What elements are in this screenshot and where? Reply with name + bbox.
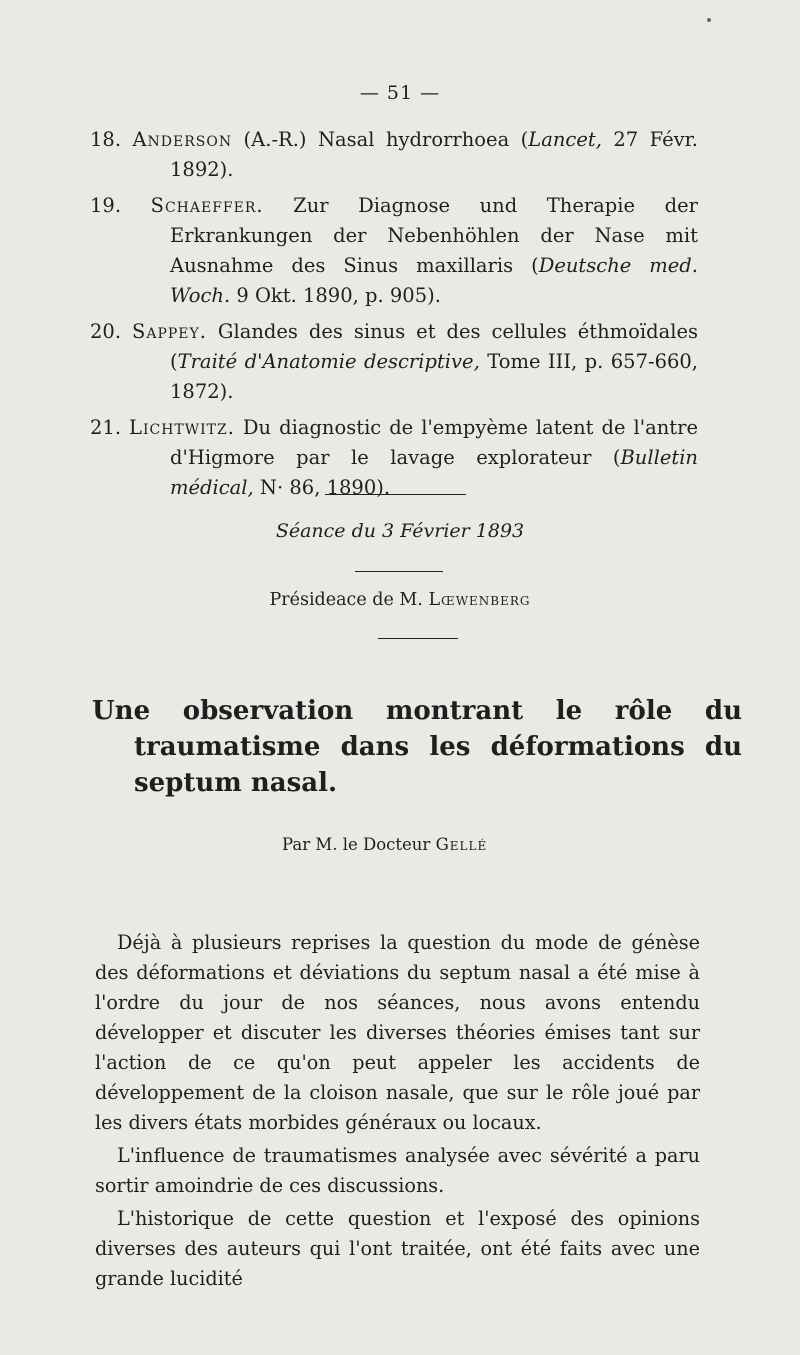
reference-author: Schaeffer. <box>150 194 264 217</box>
reference-author: Sappey. <box>131 320 207 343</box>
reference-number: 18. <box>90 128 122 151</box>
seance-title: Séance du 3 Février 1893 <box>275 520 525 542</box>
paragraph: L'influence de traumatismes analysée avec sévérité a paru sortir amoindrie de ces discussions. <box>95 1144 700 1197</box>
presidence-line <box>0 590 800 610</box>
reference-tail: Tome III, p. 657-660, 1872). <box>170 350 698 403</box>
reference-item <box>90 413 698 503</box>
reference-number: 19. <box>90 194 122 217</box>
reference-text: Glandes des sinus et des cellules éthmoïdales ( <box>170 320 698 373</box>
reference-number: 21. <box>90 416 122 439</box>
reference-source: Bulletin médical, <box>170 446 698 499</box>
reference-source: Lancet, <box>528 128 602 151</box>
paragraph: Déjà à plusieurs reprises la question du mode de génèse des déformations et déviations du septum nasal a été mise à l'ordre du jour de nos séances, nous avons entendu développer et discuter les diverses théories émises tant sur l'action de ce qu'on peut appeler les accidents de développement de la cloison nasale, que sur le rôle joué par les divers états morbides généraux ou locaux. <box>95 931 700 1134</box>
reference-list <box>90 125 698 509</box>
section-divider <box>355 571 443 572</box>
reference-tail: 27 Févr. 1892). <box>170 128 699 181</box>
section-divider <box>325 494 466 495</box>
reference-item <box>90 191 698 311</box>
presidence-prefix: Présideace de M. <box>269 590 429 610</box>
paragraph: L'historique de cette question et l'exposé des opinions diverses des auteurs qui l'ont traitée, ont été faits avec une grande lucidité <box>95 1207 700 1290</box>
reference-tail: 9 Okt. 1890, p. 905). <box>230 284 441 307</box>
reference-item <box>90 125 698 185</box>
section-divider <box>378 638 458 639</box>
reference-tail: N· 86, 1890). <box>253 476 391 499</box>
reference-text: Du diagnostic de l'empyème latent de l'antre d'Higmore par le lavage explorateur ( <box>170 416 698 469</box>
reference-text: Zur Diagnose und Therapie der Erkrankungen der Nebenhöhlen der Nase mit Ausnahme des Sinus maxillaris ( <box>170 194 698 277</box>
article-body <box>95 928 700 1297</box>
byline <box>282 835 487 854</box>
reference-number: 20. <box>90 320 122 343</box>
page-number: — 51 — <box>359 82 441 104</box>
reference-source: Traité d'Anatomie descriptive, <box>177 350 480 373</box>
author-name: Gellé <box>435 835 488 854</box>
president-name: Lœwenberg <box>428 590 531 610</box>
byline-prefix: Par M. le Docteur <box>282 835 436 854</box>
reference-text: (A.-R.) Nasal hydrorrhoea ( <box>232 128 529 151</box>
reference-author: Anderson <box>132 128 233 151</box>
reference-author: Lichtwitz. <box>129 416 235 439</box>
reference-source: Deutsche med. Woch. <box>170 254 698 307</box>
article-title: Une observation montrant le rôle du traumatisme dans les déformations du septum nasal. <box>92 696 742 798</box>
paper-speck <box>707 18 711 22</box>
reference-item <box>90 317 698 407</box>
